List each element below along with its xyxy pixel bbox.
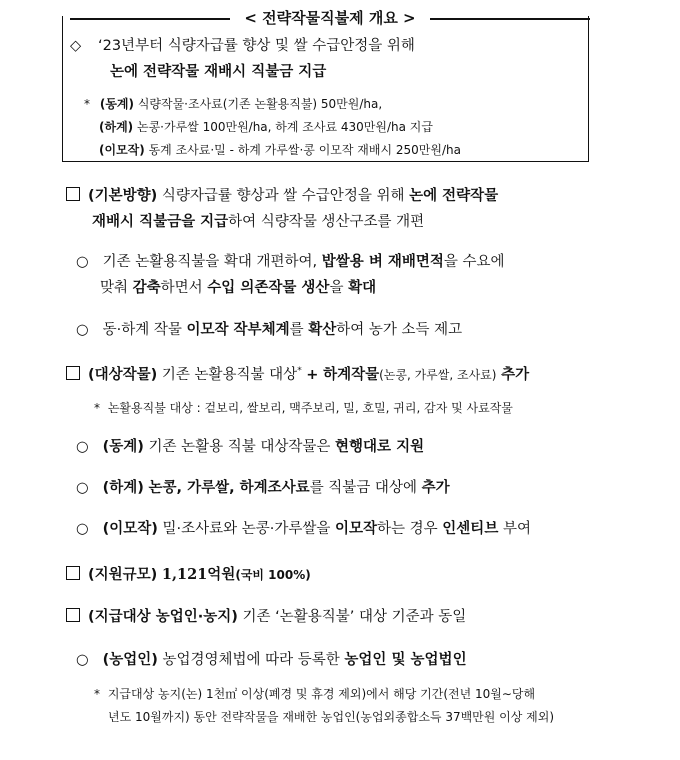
text: 부여 — [502, 521, 531, 537]
circle-bullet-icon: ○ — [76, 521, 89, 537]
text: 동·하계 작물 — [102, 322, 182, 338]
support-amount: 1,121억원 — [161, 566, 236, 583]
box-line-2: 논에 전략작물 재배시 직불금 지급 — [110, 64, 327, 80]
section-label: (지원규모) — [88, 567, 158, 583]
section-eligibility — [66, 605, 466, 626]
note-star: * — [94, 687, 100, 701]
note-eligibility-1 — [94, 685, 535, 702]
item-label: (농업인) — [102, 652, 158, 668]
text: 맞춰 — [100, 280, 129, 296]
section-target-crops — [66, 363, 529, 384]
text-bold: 수입 의존작물 생산 — [207, 280, 330, 296]
rate-winter-text: 식량작물·조사료(기존 논활용직불) 50만원/ha, — [137, 97, 383, 111]
text: 을 수요에 — [443, 254, 505, 270]
text-bold: 밥쌀용 벼 재배면적 — [321, 254, 444, 270]
square-bullet-icon — [66, 187, 80, 201]
text-bold: 인센티브 — [442, 521, 499, 537]
circle-bullet-icon: ○ — [76, 480, 89, 496]
item-label: (이모작) — [102, 521, 158, 537]
box-rate-winter — [84, 95, 382, 112]
square-bullet-icon — [66, 566, 80, 580]
text-bold: 현행대로 지원 — [335, 439, 425, 455]
note-eligibility-2: 년도 10월까지) 동안 전략작물을 재배한 농업인(농업외종합소득 37백만원 이상 제외) — [108, 710, 555, 724]
text-bold: 추가 — [421, 480, 450, 496]
text-bold: + — [306, 367, 319, 383]
text: 농업경영체법에 따라 등록한 — [162, 652, 340, 668]
item-label: (하계) — [102, 480, 144, 496]
square-bullet-icon — [66, 366, 80, 380]
page-title-text: < 전략작물직불제 개요 > — [238, 9, 421, 27]
text-bold: 재배시 직불금을 지급 — [92, 214, 229, 230]
section-label: (대상작물) — [88, 367, 158, 383]
box-line-1-text: ‘23년부터 식량자급률 향상 및 쌀 수급안정을 위해 — [98, 38, 415, 54]
footnote-mark: * — [297, 366, 302, 377]
text-bold: 확산 — [308, 322, 337, 338]
box-rate-double — [99, 141, 461, 158]
item-double-crop-incentive — [76, 517, 531, 538]
item-expand-reform-cont — [100, 276, 376, 297]
box-line-1 — [70, 34, 415, 55]
text: 하면서 — [160, 280, 203, 296]
text-bold: 이모작 작부체계 — [186, 322, 290, 338]
item-winter — [76, 435, 424, 456]
square-bullet-icon — [66, 608, 80, 622]
text-bold: 논에 전략작물 — [409, 188, 499, 204]
rate-summer-text: 논콩·가루쌀 100만원/ha, 하계 조사료 430만원/ha 지급 — [136, 120, 433, 134]
section-basic-direction-cont — [92, 210, 424, 231]
rate-double-label: (이모작) — [99, 143, 145, 157]
section-label: (지급대상 농업인·농지) — [88, 609, 238, 625]
rate-double-text: 동계 조사료·밀 - 하계 가루쌀·콩 이모작 재배시 250만원/ha — [148, 143, 461, 157]
text-bold: 농업인 및 농업법인 — [344, 652, 467, 668]
diamond-icon: ◇ — [70, 38, 82, 54]
note-text: 지급대상 농지(논) 1천㎡ 이상(폐경 및 휴경 제외)에서 해당 기간(전년 10월∼당해 — [107, 687, 536, 701]
rate-winter-label: (동계) — [99, 97, 134, 111]
text-bold: 논콩, 가루쌀, 하계조사료 — [148, 480, 310, 496]
text-bold: 감축 — [132, 280, 161, 296]
text: 식량자급률 향상과 쌀 수급안정을 위해 — [161, 188, 405, 204]
section-label: (기본방향) — [88, 188, 158, 204]
box-rate-summer — [99, 118, 433, 135]
item-double-cropping — [76, 318, 462, 339]
text: 기존 논활용 직불 대상작물은 — [148, 439, 331, 455]
text-bold: 추가 — [501, 367, 530, 383]
circle-bullet-icon: ○ — [76, 439, 89, 455]
text-bold: 확대 — [348, 280, 377, 296]
note-text: 논활용직불 대상 : 겉보리, 쌀보리, 맥주보리, 밀, 호밀, 귀리, 감자 및 사료작물 — [107, 401, 513, 415]
text: 을 — [329, 280, 344, 296]
text: 하여 농가 소득 제고 — [336, 322, 463, 338]
circle-bullet-icon: ○ — [76, 254, 89, 270]
text: 기존 논활용직불을 확대 개편하여, — [102, 254, 318, 270]
circle-bullet-icon: ○ — [76, 322, 89, 338]
note-target-crops — [94, 399, 513, 416]
text-small: (논콩, 가루쌀, 조사료) — [379, 368, 497, 382]
item-label: (동계) — [102, 439, 144, 455]
text-bold: 하계작물 — [323, 367, 380, 383]
rate-summer-label: (하계) — [99, 120, 134, 134]
item-farmer — [76, 648, 467, 669]
title-bar — [70, 6, 590, 30]
section-basic-direction — [66, 184, 498, 205]
item-expand-reform — [76, 250, 505, 271]
text: 기존 논활용직불 대상 — [161, 367, 298, 383]
text: 를 — [289, 322, 304, 338]
note-star: * — [84, 97, 90, 111]
text: 밀·조사료와 논콩·가루쌀을 — [162, 521, 331, 537]
note-star: * — [94, 401, 100, 415]
text: 기존 ‘논활용직불’ 대상 기준과 동일 — [242, 609, 467, 625]
page-title — [70, 6, 590, 30]
text: 하는 경우 — [377, 521, 438, 537]
section-support-scale — [66, 563, 311, 584]
text-bold: 이모작 — [335, 521, 378, 537]
text: 하여 식량작물 생산구조를 개편 — [228, 214, 425, 230]
support-funding: (국비 100%) — [235, 568, 311, 582]
text: 를 직불금 대상에 — [309, 480, 417, 496]
item-summer — [76, 476, 450, 497]
circle-bullet-icon: ○ — [76, 652, 89, 668]
